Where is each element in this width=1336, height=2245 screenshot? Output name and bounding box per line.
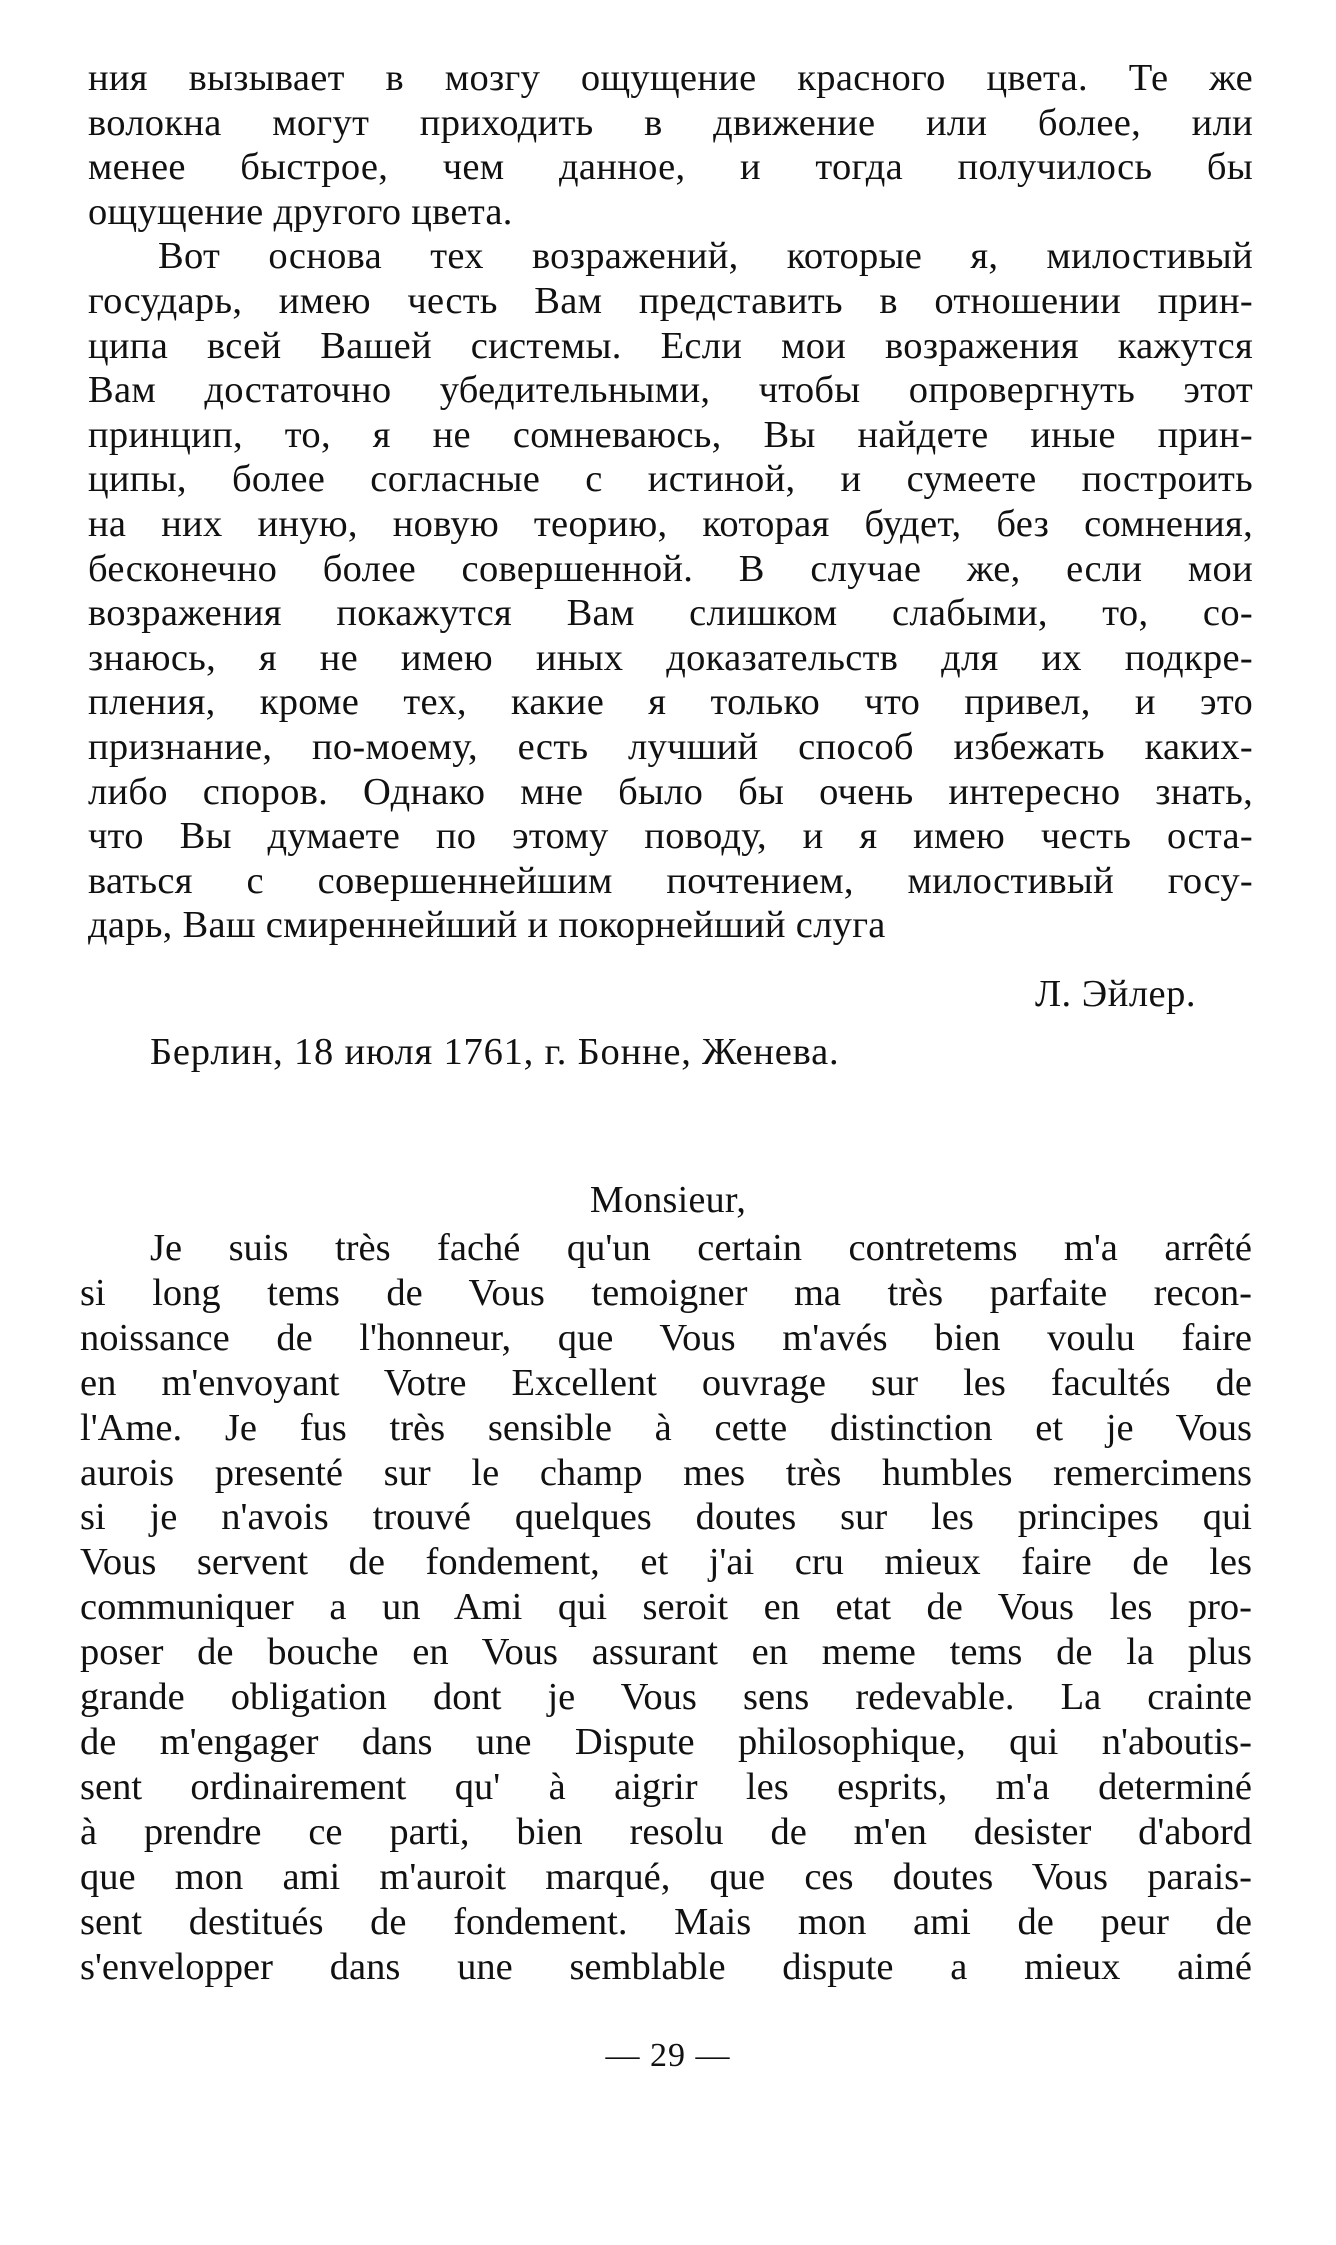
text-line: признание, по-моему, есть лучший способ избежать каких-	[88, 725, 1253, 768]
text-line: Vous servent de fondement, et j'ai cru mieux faire de les	[80, 1541, 1252, 1584]
text-line: волокна могут приходить в движение или более, или	[88, 101, 1253, 144]
text-line: Вам достаточно убедительными, чтобы опровергнуть этот	[88, 369, 1253, 412]
french-letter-body	[80, 1226, 1252, 1989]
text-line: à prendre ce parti, bien resolu de m'en desister d'abord	[80, 1810, 1252, 1853]
russian-letter-body	[88, 56, 1253, 948]
text-line: Вот основа тех возражений, которые я, милостивый	[158, 235, 1253, 278]
text-line: si je n'avois trouvé quelques doutes sur les principes qui	[80, 1496, 1252, 1539]
text-line: принцип, то, я не сомневаюсь, Вы найдете иные прин-	[88, 413, 1253, 456]
text-line: sent ordinairement qu' à aigrir les esprits, m'a determiné	[80, 1765, 1252, 1808]
french-letter-salutation: Monsieur,	[589, 1179, 747, 1221]
text-line: Je suis très faché qu'un certain contretems m'a arrêté	[150, 1227, 1252, 1269]
letter-dateline: Берлин, 18 июля 1761, г. Бонне, Женева.	[150, 1031, 840, 1073]
text-line: менее быстрое, чем данное, и тогда получилось бы	[88, 146, 1253, 189]
text-line: aurois presenté sur le champ mes très humbles remercimens	[80, 1451, 1252, 1494]
text-line: ципа всей Вашей системы. Если мои возражения кажутся	[88, 324, 1253, 367]
page-number: — 29 —	[605, 2037, 731, 2074]
text-line: ния вызывает в мозгу ощущение красного цвета. Те же	[88, 57, 1253, 99]
text-line: либо споров. Однако мне было бы очень интересно знать,	[88, 770, 1253, 813]
text-line: sent destitués de fondement. Mais mon ami de peur de	[80, 1900, 1252, 1943]
text-line: en m'envoyant Votre Excellent ouvrage sur les facultés de	[80, 1361, 1252, 1404]
letter-signature: Л. Эйлер.	[1034, 973, 1196, 1015]
text-line: ощущение другого цвета.	[88, 190, 513, 233]
text-line: si long tems de Vous temoigner ma très parfaite recon-	[80, 1271, 1252, 1314]
text-line: на них иную, новую теорию, которая будет, без сомнения,	[88, 502, 1253, 545]
text-line: пления, кроме тех, какие я только что привел, и это	[88, 681, 1253, 724]
text-line: государь, имею честь Вам представить в отношении прин-	[88, 279, 1253, 322]
text-line: знаюсь, я не имею иных доказательств для их подкре-	[88, 636, 1253, 679]
text-line: l'Ame. Je fus très sensible à cette distinction et je Vous	[80, 1406, 1252, 1449]
text-line: ваться с совершеннейшим почтением, милостивый госу-	[88, 859, 1253, 902]
text-line: noissance de l'honneur, que Vous m'avés bien voulu faire	[80, 1316, 1252, 1359]
text-line: бесконечно более совершенной. В случае же, если мои	[88, 547, 1253, 590]
text-line: de m'engager dans une Dispute philosophique, qui n'aboutis-	[80, 1720, 1252, 1763]
text-line: возражения покажутся Вам слишком слабыми, то, со-	[88, 592, 1253, 635]
text-line: poser de bouche en Vous assurant en meme tems de la plus	[80, 1631, 1252, 1674]
text-line: дарь, Ваш смиреннейший и покорнейший слуга	[88, 904, 886, 947]
text-line: s'envelopper dans une semblable dispute a mieux aimé	[80, 1945, 1252, 1988]
text-line: communiquer a un Ami qui seroit en etat de Vous les pro-	[80, 1586, 1252, 1629]
text-line: ципы, более согласные с истиной, и сумеете построить	[88, 458, 1253, 501]
text-line: grande obligation dont je Vous sens redevable. La crainte	[80, 1676, 1252, 1719]
text-line: что Вы думаете по этому поводу, и я имею честь оста-	[88, 815, 1253, 858]
text-line: que mon ami m'auroit marqué, que ces doutes Vous parais-	[80, 1855, 1252, 1898]
